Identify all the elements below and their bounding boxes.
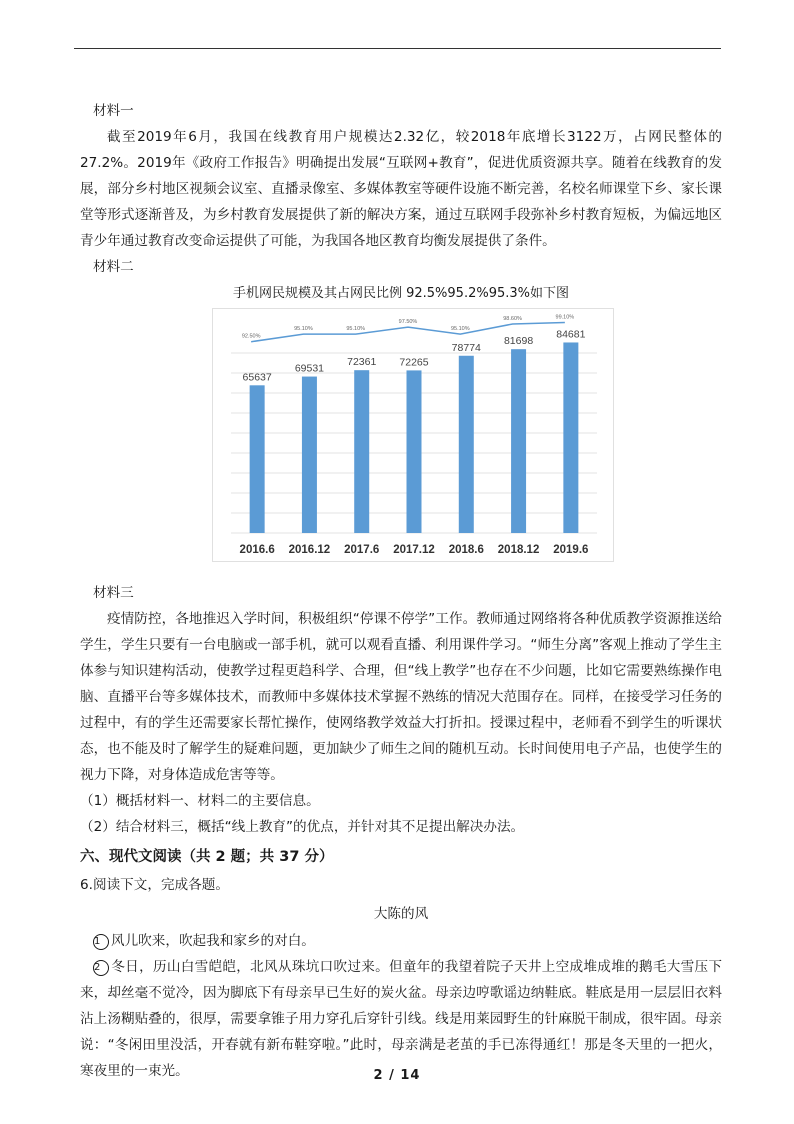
line-point-label: 92.50%: [241, 333, 261, 340]
line-point-label: 95.10%: [450, 326, 470, 333]
bar-value-label: 78774: [451, 341, 481, 354]
x-tick-label: 2018.12: [497, 544, 540, 556]
chart-title: 手机网民规模及其占网民比例 92.5%95.2%95.3%如下图: [232, 286, 570, 301]
header-rule: [74, 48, 721, 49]
bar-2018.12: [511, 349, 526, 533]
material1-heading: 材料一: [93, 103, 134, 119]
question-1: （1）概括材料一、材料二的主要信息。: [80, 793, 320, 809]
material3-body: 疫情防控，各地推迟入学时间，积极组织“停课不停学”工作。教师通过网络将各种优质教学资源推送给学生，学生只要有一台电脑或一部手机，就可以观看直播、利用课件学习。“师生分离”客观上推动了学生主体参与知识建构活动，使教学过程更趋科学、合理，但“线上教学”也存在不少问题，比如它需要熟练操作电脑、直播平台等多媒体技术，而教师中多媒体技术掌握不熟练的情况大范围存在。同样，在接受学习任务的过程中，有的学生还需要家长帮忙操作，使网络教学效益大打折扣。授课过程中，老师看不到学生的听课状态，也不能及时了解学生的疑难问题，更加缺少了师生之间的随机互动。长时间使用电子产品，也使学生的视力下降，对身体造成危害等等。: [80, 611, 722, 783]
bar-value-label: 72361: [347, 356, 377, 369]
x-tick-label: 2016.6: [239, 544, 275, 556]
story-paragraph-2-text: 冬日，历山白雪皑皑，北风从珠坑口吹过来。但童年的我望着院子天井上空成堆成堆的鹅毛大雪压下来，却丝毫不觉冷，因为脚底下有母亲早已生好的炭火盆。母亲边哼歌谣边纳鞋底。鞋底是用一层层旧衣料沾上汤糊贴叠的，很厚，需要拿锥子用力穿孔后穿针引线。线是用莱园野生的针麻脱干制成，很牢固。母亲说：“冬闲田里没活，开春就有新布鞋穿啦。”此时，母亲满是老茧的手已冻得通红！那是冬天里的一把火，寒夜里的一束光。: [80, 959, 722, 1079]
page-number: 2 / 14: [373, 1068, 421, 1083]
bar-2017.6: [354, 370, 369, 533]
question-6-intro: 6.阅读下文，完成各题。: [80, 877, 229, 893]
chart-figure: [80, 280, 722, 580]
story-paragraph-2: [80, 954, 722, 1084]
story-paragraph-1: [80, 928, 722, 954]
bar-value-label: 65637: [242, 371, 272, 384]
material2-heading: 材料二: [93, 259, 134, 275]
story-paragraph-1-text: 风儿吹来，吹起我和家乡的对白。: [111, 933, 315, 949]
line-point-label: 95.10%: [346, 326, 366, 333]
story-title: 大陈的风: [373, 906, 429, 922]
bar-2016.6: [250, 385, 265, 533]
question-2: （2）结合材料三，概括“线上教育”的优点，并针对其不足提出解决办法。: [80, 819, 525, 835]
material3-heading: 材料三: [93, 585, 134, 601]
page-content: [80, 98, 722, 1084]
paragraph-number-1: 1: [93, 934, 109, 950]
chart-svg: [213, 309, 613, 561]
line-point-label: 97.50%: [398, 319, 418, 326]
line-point-label: 99.10%: [555, 314, 575, 321]
paragraph-number-2: 2: [93, 960, 109, 976]
bar-2017.12: [407, 370, 422, 533]
x-tick-label: 2019.6: [553, 544, 589, 556]
x-tick-label: 2018.6: [448, 544, 484, 556]
chart-frame: [212, 308, 614, 562]
bar-value-label: 81698: [503, 335, 534, 348]
line-point-label: 95.10%: [294, 326, 313, 333]
x-tick-label: 2017.12: [393, 544, 435, 556]
bar-2016.12: [302, 377, 317, 533]
x-tick-label: 2016.12: [288, 544, 331, 556]
material1-body: 截至2019年6月，我国在线教育用户规模达2.32亿，较2018年底增长3122万，占网民整体的27.2%。2019年《政府工作报告》明确提出发展“互联网+教育”，促进优质资源共享。随着在线教育的发展，部分乡村地区视频会议室、直播录像室、多媒体教室等硬件设施不断完善，名校名师课堂下乡、家长课堂等形式逐渐普及，为乡村教育发展提供了新的解决方案，通过互联网手段弥补乡村教育短板，为偏远地区青少年通过教育改变命运提供了可能，为我国各地区教育均衡发展提供了条件。: [80, 129, 722, 249]
bar-value-label: 69531: [294, 362, 325, 375]
x-tick-label: 2017.6: [344, 544, 380, 556]
bar-value-label: 72265: [399, 356, 429, 369]
bar-2018.6: [459, 356, 474, 533]
section-title: 六、现代文阅读（共 2 题；共 37 分）: [80, 849, 334, 865]
bar-value-label: 84681: [556, 328, 586, 341]
line-point-label: 98.60%: [503, 315, 522, 322]
bar-2019.6: [563, 342, 578, 533]
